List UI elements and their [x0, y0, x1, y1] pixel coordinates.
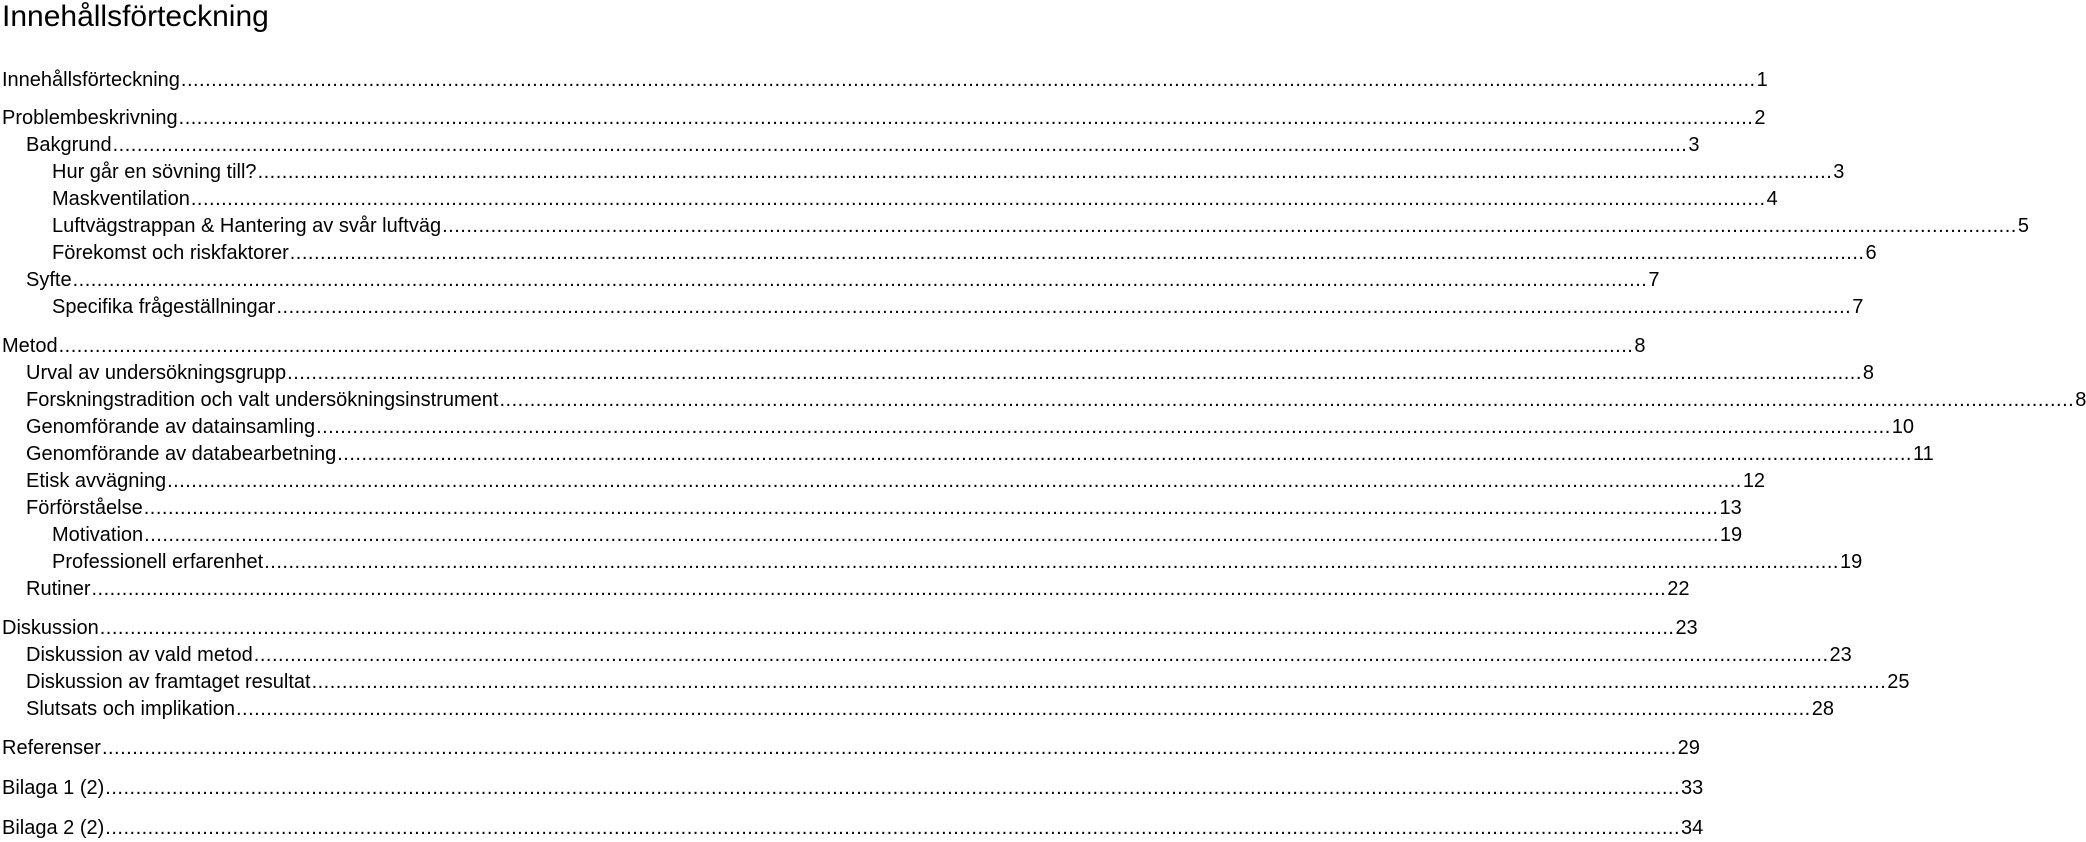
toc-dot-leader: ....................................................................................................................................................................................................................................................................	[99, 617, 1675, 639]
toc-page-number: 8	[1634, 335, 1646, 357]
toc-entry[interactable]	[0, 670, 1910, 694]
toc-entry[interactable]	[0, 160, 1845, 184]
toc-page-number: 1	[1756, 69, 1768, 91]
toc-page-number: 8	[2075, 389, 2086, 411]
toc-page-number: 28	[1811, 698, 1834, 720]
toc-entry-title: Maskventilation	[52, 188, 190, 210]
toc-dot-leader: ....................................................................................................................................................................................................................................................................	[91, 578, 1667, 600]
toc-page-number: 19	[1839, 551, 1863, 573]
toc-page-number: 19	[1719, 524, 1743, 546]
toc-page-number: 4	[1766, 188, 1778, 210]
toc-page-number: 10	[1891, 416, 1915, 438]
toc-page-number: 3	[1688, 134, 1700, 156]
page-title: Innehållsförteckning	[2, 0, 269, 33]
toc-entry-title: Genomförande av datainsamling	[26, 416, 316, 438]
toc-page-number: 13	[1719, 497, 1742, 519]
toc-entry[interactable]	[0, 816, 1704, 840]
toc-entry[interactable]	[0, 388, 2086, 412]
toc-entry-title: Hur går en sövning till?	[52, 161, 257, 183]
toc-entry-title: Professionell erfarenhet	[52, 551, 264, 573]
toc-entry-title: Metod	[2, 335, 58, 357]
toc-dot-leader: ....................................................................................................................................................................................................................................................................	[287, 362, 1862, 384]
toc-page-number: 6	[1865, 242, 1877, 264]
toc-dot-leader: ....................................................................................................................................................................................................................................................................	[264, 551, 1839, 573]
toc-entry[interactable]	[0, 415, 1915, 439]
toc-entry[interactable]	[0, 214, 2029, 238]
toc-page-number: 23	[1675, 617, 1698, 639]
toc-entry-title: Syfte	[26, 269, 72, 291]
toc-dot-leader: ....................................................................................................................................................................................................................................................................	[442, 215, 2017, 237]
toc-entry-title: Etisk avvägning	[26, 470, 167, 492]
toc-entry[interactable]	[0, 295, 1864, 319]
toc-entry[interactable]	[0, 523, 1743, 547]
toc-entry[interactable]	[0, 469, 1766, 493]
toc-dot-leader: ....................................................................................................................................................................................................................................................................	[276, 296, 1852, 318]
toc-entry[interactable]	[0, 241, 1877, 265]
toc-page-number: 12	[1742, 470, 1766, 492]
toc-dot-leader: ....................................................................................................................................................................................................................................................................	[337, 443, 1912, 465]
toc-dot-leader: ....................................................................................................................................................................................................................................................................	[289, 242, 1865, 264]
toc-page-number: 5	[2017, 215, 2029, 237]
toc-dot-leader: ....................................................................................................................................................................................................................................................................	[143, 497, 1719, 519]
toc-entry-title: Bakgrund	[26, 134, 112, 156]
toc-entry-title: Diskussion av vald metod	[26, 644, 253, 666]
toc-entry[interactable]	[0, 361, 1875, 385]
toc-page-number: 11	[1912, 443, 1934, 465]
toc-entry-title: Rutiner	[26, 578, 91, 600]
toc-entry[interactable]	[0, 187, 1778, 211]
toc-entry-title: Urval av undersökningsgrupp	[26, 362, 287, 384]
toc-dot-leader: ....................................................................................................................................................................................................................................................................	[101, 737, 1677, 759]
toc-page-number: 7	[1852, 296, 1864, 318]
toc-entry-title: Förförståelse	[26, 497, 143, 519]
toc-entry[interactable]	[0, 68, 1768, 92]
toc-dot-leader: ....................................................................................................................................................................................................................................................................	[167, 470, 1742, 492]
toc-dot-leader: ....................................................................................................................................................................................................................................................................	[235, 698, 1811, 720]
toc-entry-title: Motivation	[52, 524, 144, 546]
toc-entry[interactable]	[0, 268, 1660, 292]
toc-dot-leader: ....................................................................................................................................................................................................................................................................	[144, 524, 1719, 546]
toc-entry-title: Slutsats och implikation	[26, 698, 235, 720]
toc-entry-title: Luftvägstrappan & Hantering av svår luftväg	[52, 215, 442, 237]
toc-page-number: 8	[1862, 362, 1875, 384]
toc-entry[interactable]	[0, 496, 1742, 520]
toc-entry-title: Specifika frågeställningar	[52, 296, 276, 318]
toc-entry-title: Referenser	[2, 737, 101, 759]
toc-dot-leader: ....................................................................................................................................................................................................................................................................	[316, 416, 1891, 438]
toc-page-number: 23	[1829, 644, 1852, 666]
toc-page-number: 29	[1677, 737, 1700, 759]
toc-page-number: 22	[1667, 578, 1690, 600]
toc-entry[interactable]	[0, 736, 1700, 760]
toc-page-number: 2	[1754, 107, 1766, 129]
toc-dot-leader: ....................................................................................................................................................................................................................................................................	[257, 161, 1833, 183]
toc-entry[interactable]	[0, 577, 1690, 601]
toc-entry[interactable]	[0, 106, 1766, 130]
toc-entry[interactable]	[0, 442, 1934, 466]
toc-entry[interactable]	[0, 334, 1646, 358]
toc-dot-leader: ....................................................................................................................................................................................................................................................................	[311, 671, 1887, 693]
toc-dot-leader: ....................................................................................................................................................................................................................................................................	[499, 389, 2075, 411]
toc-entry[interactable]	[0, 133, 1700, 157]
toc-entry-title: Bilaga 1 (2)	[2, 777, 105, 799]
toc-dot-leader: ....................................................................................................................................................................................................................................................................	[112, 134, 1688, 156]
toc-entry-title: Genomförande av databearbetning	[26, 443, 337, 465]
toc-dot-leader: ....................................................................................................................................................................................................................................................................	[72, 269, 1648, 291]
toc-entry-title: Innehållsförteckning	[2, 69, 180, 91]
toc-page-number: 7	[1648, 269, 1660, 291]
toc-dot-leader: ....................................................................................................................................................................................................................................................................	[58, 335, 1634, 357]
toc-dot-leader: ....................................................................................................................................................................................................................................................................	[105, 777, 1681, 799]
toc-entry[interactable]	[0, 643, 1852, 667]
toc-dot-leader: ....................................................................................................................................................................................................................................................................	[253, 644, 1829, 666]
toc-entry[interactable]	[0, 616, 1698, 640]
toc-entry-title: Diskussion	[2, 617, 99, 639]
toc-entry-title: Förekomst och riskfaktorer	[52, 242, 289, 264]
toc-dot-leader: ....................................................................................................................................................................................................................................................................	[105, 817, 1681, 839]
toc-entry[interactable]	[0, 550, 1863, 574]
toc-dot-leader: ....................................................................................................................................................................................................................................................................	[180, 69, 1756, 91]
toc-dot-leader: ....................................................................................................................................................................................................................................................................	[190, 188, 1766, 210]
toc-dot-leader: ....................................................................................................................................................................................................................................................................	[178, 107, 1754, 129]
toc-entry-title: Problembeskrivning	[2, 107, 178, 129]
toc-entry-title: Diskussion av framtaget resultat	[26, 671, 311, 693]
toc-page-number: 25	[1887, 671, 1910, 693]
toc-page-number: 3	[1833, 161, 1845, 183]
toc-page-number: 33	[1681, 777, 1704, 799]
toc-entry[interactable]	[0, 776, 1704, 800]
toc-entry[interactable]	[0, 697, 1834, 721]
toc-entry-title: Forskningstradition och valt undersökningsinstrument	[26, 389, 499, 411]
toc-entry-title: Bilaga 2 (2)	[2, 817, 105, 839]
toc-page-number: 34	[1681, 817, 1704, 839]
